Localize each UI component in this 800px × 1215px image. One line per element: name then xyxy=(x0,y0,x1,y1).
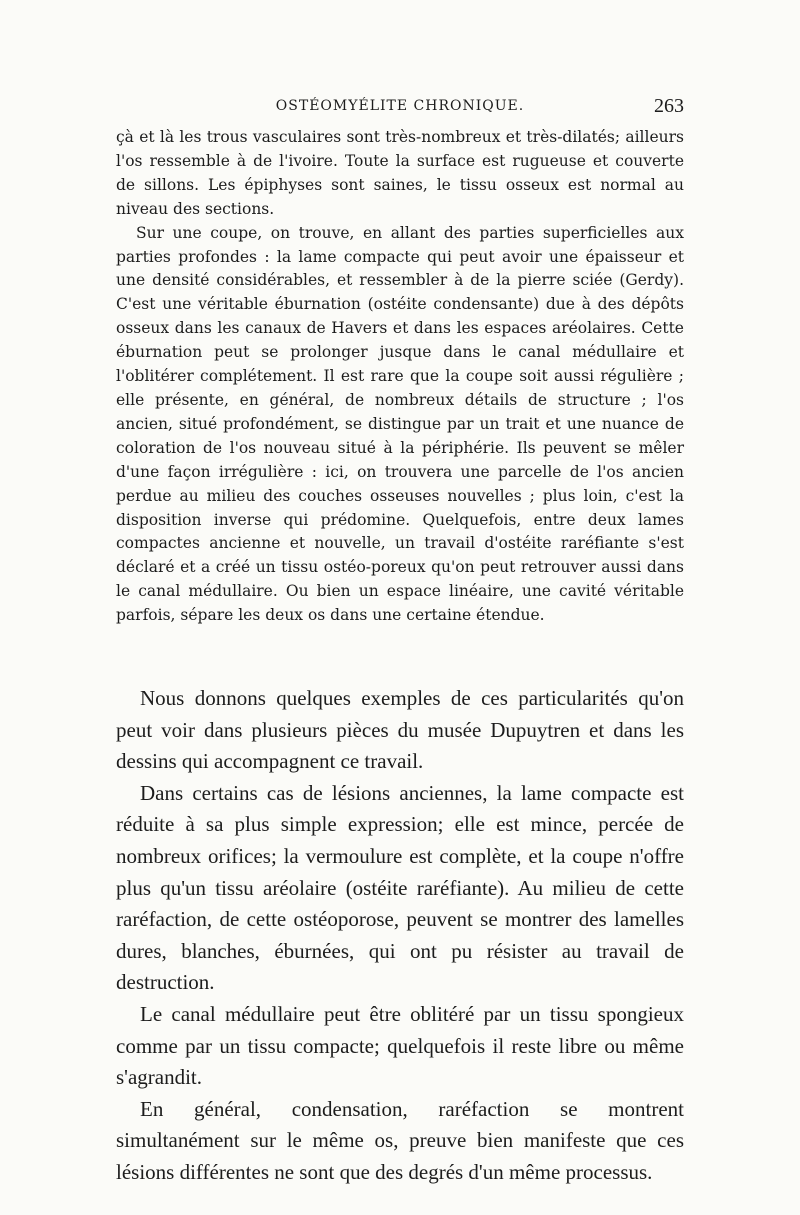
paragraph: Nous donnons quelques exemples de ces particularités qu'on peut voir dans plusieurs pièces du musée Dupuytren et dans les dessins qui accompagnent ce travail. xyxy=(116,686,684,774)
page-header xyxy=(116,95,684,122)
paragraph: Sur une coupe, on trouve, en allant des parties superficielles aux parties profondes : la lame compacte qui peut avoir une épaisseur et une densité considérables, et ressembler à de la pierre sciée (Gerdy). C'est une véritable éburnation (ostéite condensante) due à des dépôts osseux dans les canaux de Havers et dans les espaces aréolaires. Cette éburnation peut se prolonger jusque dans le canal médullaire et l'oblitérer complétement. Il est rare que la coupe soit aussi régulière ; elle présente, en général, de nombreux détails de structure ; l'os ancien, situé profondément, se distingue par un trait et une nuance de coloration de l'os nouveau situé à la périphérie. Ils peuvent se mêler d'une façon irrégulière : ici, on trouvera une parcelle de l'os ancien perdue au milieu des couches osseuses nouvelles ; plus loin, c'est la disposition inverse qui prédomine. Quelquefois, entre deux lames compactes ancienne et nouvelle, un travail d'ostéite raréfiante s'est déclaré et a créé un tissu ostéo-poreux qu'on peut retrouver aussi dans le canal médullaire. Ou bien un espace linéaire, une cavité véritable parfois, sépare les deux os dans une certaine étendue. xyxy=(116,223,684,625)
paragraph: Le canal médullaire peut être oblitéré par un tissu spongieux comme par un tissu compacte; quelquefois il reste libre ou même s'agrandit. xyxy=(116,1001,684,1090)
running-title: OSTÉOMYÉLITE CHRONIQUE. xyxy=(275,98,525,114)
small-type-section xyxy=(116,126,684,628)
paragraph: çà et là les trous vasculaires sont très-nombreux et très-dilatés; ailleurs l'os ressemble à de l'ivoire. Toute la surface est rugueuse et couverte de sillons. Les épiphyses sont saines, le tissu osseux est normal au niveau des sections. xyxy=(116,128,684,218)
paragraph: Dans certains cas de lésions anciennes, la lame compacte est réduite à sa plus simple expression; elle est mince, percée de nombreux orifices; la vermoulure est complète, et la coupe n'offre plus qu'un tissu aréolaire (ostéite raréfiante). Au milieu de cette raréfaction, de cette ostéoporose, peuvent se montrer des lamelles dures, blanches, éburnées, qui ont pu résister au travail de destruction. xyxy=(116,780,684,995)
page-number: 263 xyxy=(654,95,684,117)
large-type-section xyxy=(116,683,684,1189)
paragraph: En général, condensation, raréfaction se montrent simultanément sur le même os, preuve bien manifeste que ces lésions différentes ne sont que des degrés d'un même processus. xyxy=(116,1096,684,1184)
